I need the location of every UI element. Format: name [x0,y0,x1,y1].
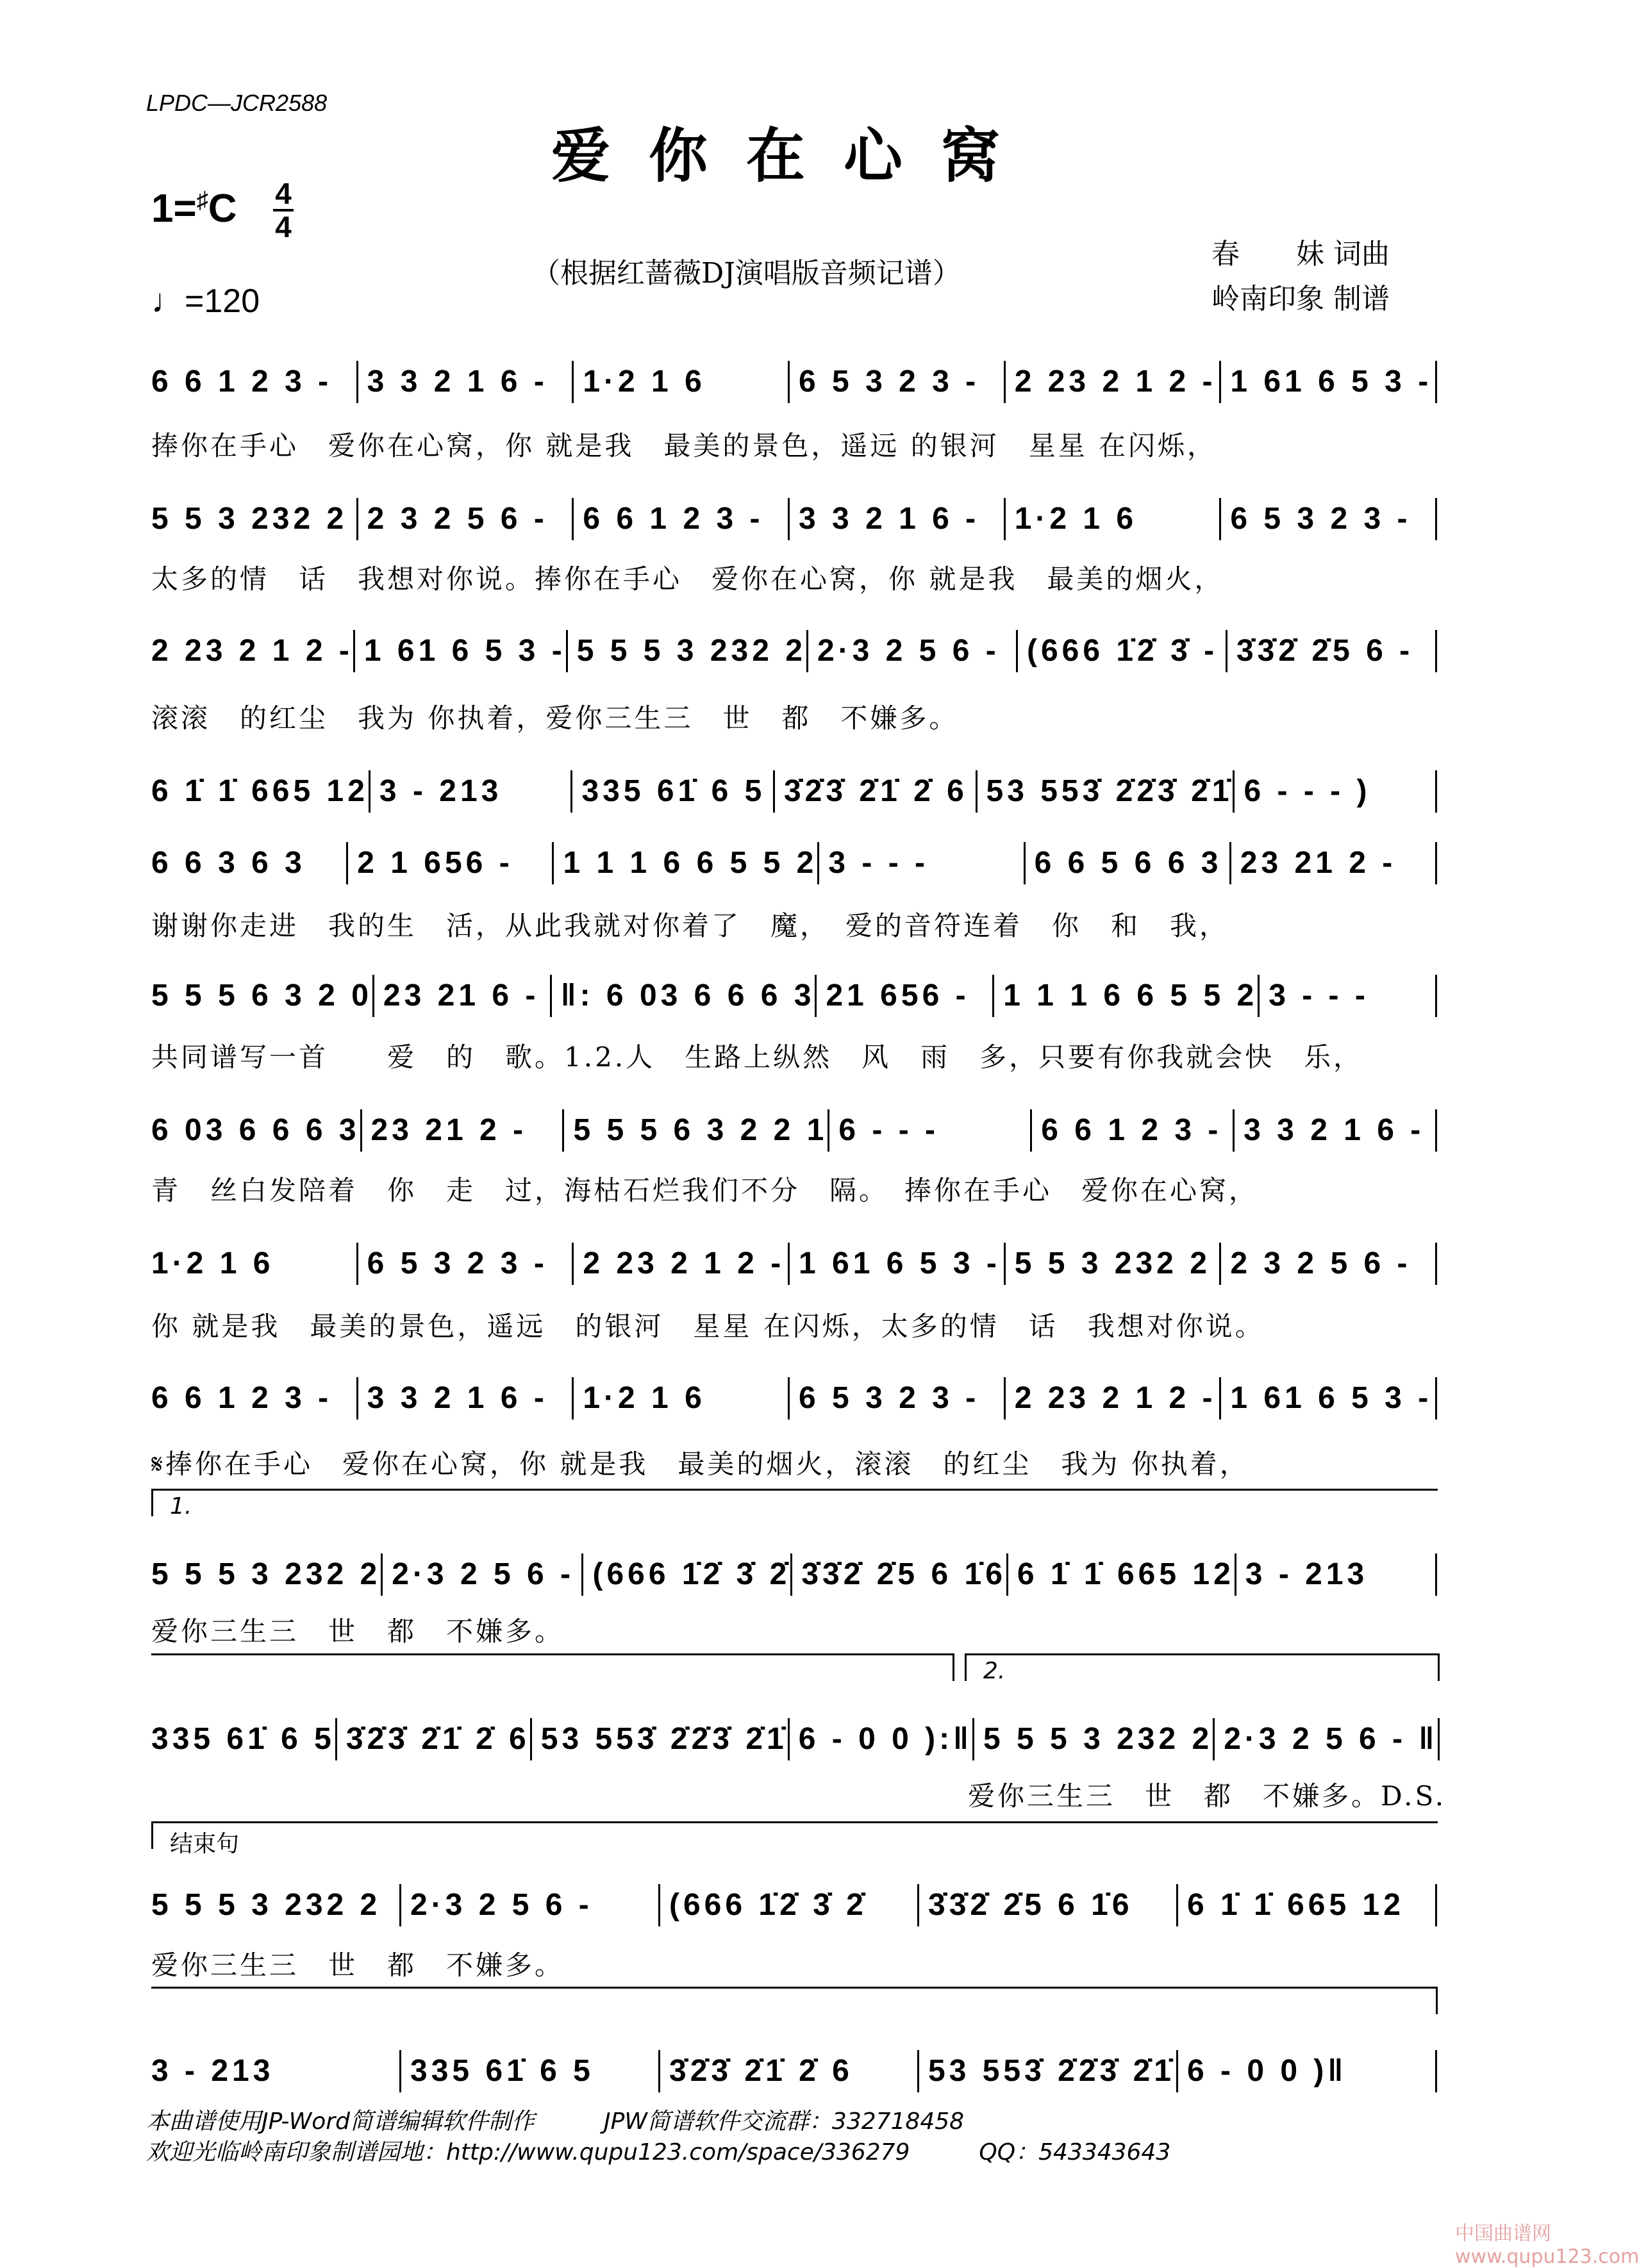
measure: 3 3 2 1 6 - [1235,1109,1437,1152]
measure: 3̇3̇2̇ 2̇5 6 1̇6 [919,1884,1178,1926]
key-label: 1= [151,186,197,231]
lyric-line: 共同谱写一首 爱 的 歌。1.2.人 生路上纵然 风 雨 多，只要有你我就会快 乐， [151,1041,1363,1073]
measure: 6 5 3 2 3 - [358,1243,574,1285]
lyric-line: 𝄋捧你在手心 爱你在心窝，你 就是我 最美的烟火，滚滚 的红尘 我为 你执着， [151,1448,1249,1480]
ending-label: 结束句 [170,1831,240,1857]
lyric-line: 爱你三生三 世 都 不嫌多。 [151,1616,565,1647]
measure: 6 1̇ 1̇ 665 12 [1008,1553,1236,1596]
measure: 5 5 5 3 232 2 [974,1718,1215,1760]
measure: 335 61̇ 6 5 [572,770,775,813]
measure: 6 - 0 0 ):‖ [790,1718,974,1760]
volta-second-label: 2. [983,1658,1006,1684]
time-top: 4 [275,177,292,210]
key-signature [151,186,237,231]
measure: 5 5 5 6 3 2 2 1 [564,1109,829,1152]
measure: 53 553̇ 2̇2̇3̇ 2̇1̇ [978,770,1235,813]
measure: 1 61 6 5 3 - [790,1243,1006,1285]
lyric-line: 谢谢你走进 我的生 活，从此我就对你着了 魔， 爱的音符连着 你 和 我， [151,910,1229,941]
notation-row [151,2050,1437,2092]
measure: 6 6 5 6 6 3 [1026,842,1231,884]
measure: 3 - 213 [370,770,573,813]
measure: 5 5 5 3 232 2 [151,1884,401,1926]
measure: 3 - - - [819,842,1025,884]
measure: 3 3 2 1 6 - [790,498,1006,540]
measure: 3̇2̇3̇ 2̇1̇ 2̇ 6 [660,2050,919,2092]
measure: 6 5 3 2 3 - [790,361,1006,403]
notation-row [151,1553,1437,1596]
measure: 5 5 5 3 232 2 [151,1553,383,1596]
measure: 23 21 2 - [1231,842,1437,884]
measure: 1 1 1 6 6 5 5 2 [554,842,819,884]
measure: 5 5 3 232 2 [151,498,358,540]
notation-row [151,498,1437,540]
measure: 2 23 2 1 2 - [1006,361,1222,403]
lyric-line: 滚滚 的红尘 我为 你执着，爱你三生三 世 都 不嫌多。 [151,702,959,734]
notation-row [151,630,1437,672]
measure: 2 3 2 5 6 - [358,498,574,540]
notation-row [151,975,1437,1017]
measure: 335 61̇ 6 5 [401,2050,660,2092]
lyric-line: 捧你在手心 爱你在心窝，你 就是我 最美的景色，遥远 的银河 星星 在闪烁， [151,430,1217,461]
lyric-line: 你 就是我 最美的景色，遥远 的银河 星星 在闪烁，太多的情 话 我想对你说。 [151,1311,1265,1342]
measure: 2·3 2 5 6 - [383,1553,583,1596]
measure: 2·3 2 5 6 - ‖ [1215,1718,1440,1760]
measure: 335 61̇ 6 5 [151,1718,337,1760]
time-bottom: 4 [275,210,292,244]
measure: ‖: 6 03 6 6 6 3 [552,975,817,1017]
measure: 6 5 3 2 3 - [790,1377,1006,1420]
measure: 5 5 3 232 2 [1006,1243,1222,1285]
score-code: LPDC—JCR2588 [146,90,328,116]
measure: 1 61 6 5 3 - [1221,1377,1437,1420]
subtitle: （根据红蔷薇DJ演唱版音频记谱） [532,257,961,290]
measure: 6 03 6 6 6 3 [151,1109,362,1152]
song-title: 爱你在心窝 [551,121,1038,190]
measure: 6 5 3 2 3 - [1221,498,1437,540]
measure: 6 6 1 2 3 - [151,1377,358,1420]
measure: 5 5 5 3 232 2 [568,630,808,672]
measure: 1 61 6 5 3 - [355,630,568,672]
measure: 1 61 6 5 3 - [1221,361,1437,403]
measure: 23 21 6 - [374,975,552,1017]
measure: 21 656 - [817,975,994,1017]
lyric-line: 太多的情 话 我想对你说。捧你在手心 爱你在心窝，你 就是我 最美的烟火， [151,563,1224,595]
measure: 3 - 213 [1236,1553,1437,1596]
measure: 2·3 2 5 6 - [401,1884,660,1926]
volta-first-bracket [151,1489,1438,1519]
measure: 6 6 1 2 3 - [574,498,790,540]
measure: 1·2 1 6 [1006,498,1222,540]
measure: 2 23 2 1 2 - [151,630,355,672]
measure: 6 6 3 6 3 [151,842,348,884]
measure: 5 5 5 6 3 2 0 [151,975,374,1017]
notation-row [151,1377,1437,1420]
measure: 3̇2̇3̇ 2̇1̇ 2̇ 6 [775,770,978,813]
final-bracket [151,1987,1438,2014]
measure: 1·2 1 6 [151,1243,358,1285]
lyric-line: 爱你三生三 世 都 不嫌多。D.S. [968,1780,1447,1812]
measure: 6 - - - [829,1109,1032,1152]
measure: 6 6 1 2 3 - [1032,1109,1235,1152]
measure: 2 3 2 5 6 - [1221,1243,1437,1285]
measure: 6 6 1 2 3 - [151,361,358,403]
notation-row [151,842,1437,884]
measure: 3 - 213 [151,2050,401,2092]
measure: (666 1̇2̇ 3̇ - [1018,630,1227,672]
measure: 3 - - - [1260,975,1437,1017]
measure: 3̇3̇2̇ 2̇5 6 - [1227,630,1437,672]
notation-row [151,1718,1437,1760]
measure: 3̇3̇2̇ 2̇5 6 1̇6 [792,1553,1008,1596]
measure: 6 1̇ 1̇ 665 12 [1178,1884,1437,1926]
sharp-icon: ♯ [196,186,208,213]
notation-row [151,361,1437,403]
notation-row [151,1884,1437,1926]
watermark-logo: 中国曲谱网 www.qupu123.com [1455,2222,1639,2268]
ending-bracket [151,1821,1438,1857]
measure: 6 - - - ) [1235,770,1437,813]
measure: 53 553̇ 2̇2̇3̇ 2̇1̇ [919,2050,1178,2092]
lyric-line: 青 丝白发陪着 你 走 过，海枯石烂我们不分 隔。 捧你在手心 爱你在心窝， [151,1175,1259,1206]
time-signature [273,177,294,244]
measure: 53 553̇ 2̇2̇3̇ 2̇1̇ [532,1718,790,1760]
notation-row [151,1109,1437,1152]
measure: 23 21 2 - [362,1109,565,1152]
volta-first-label: 1. [170,1493,192,1519]
measure: 1·2 1 6 [574,361,790,403]
footer-software-note: 本曲谱使用JP-Word简谱编辑软件制作 JPW简谱软件交流群：332718458 [146,2108,965,2135]
measure: (666 1̇2̇ 3̇ 2̇ [660,1884,919,1926]
credit-notation: 岭南印象 制谱 [1211,283,1390,315]
footer-website-link[interactable]: 欢迎光临岭南印象制谱园地：http://www.qupu123.com/space/336279 QQ：543343643 [146,2139,1171,2165]
measure: 6 - 0 0 )‖ [1178,2050,1437,2092]
measure: 2·3 2 5 6 - [808,630,1018,672]
measure: 2 1 656 - [348,842,554,884]
tempo-marking: ♩=120 [151,283,260,320]
volta-second-bracket [965,1653,1440,1684]
lyric-line: 爱你三生三 世 都 不嫌多。 [151,1949,565,1981]
notation-row [151,770,1437,813]
repeat-end-bracket [151,1653,954,1681]
measure: 3 3 2 1 6 - [358,1377,574,1420]
measure: 3̇2̇3̇ 2̇1̇ 2̇ 6 [337,1718,532,1760]
notation-row [151,1243,1437,1285]
key-note: C [208,186,237,231]
measure: 6 1̇ 1̇ 665 12 [151,770,370,813]
measure: 3 3 2 1 6 - [358,361,574,403]
measure: 1 1 1 6 6 5 5 2 [994,975,1260,1017]
measure: 2 23 2 1 2 - [574,1243,790,1285]
measure: 2 23 2 1 2 - [1006,1377,1222,1420]
measure: (666 1̇2̇ 3̇ 2̇ [583,1553,792,1596]
credit-lyrics-music: 春 妹 词曲 [1211,238,1390,270]
measure: 1·2 1 6 [574,1377,790,1420]
